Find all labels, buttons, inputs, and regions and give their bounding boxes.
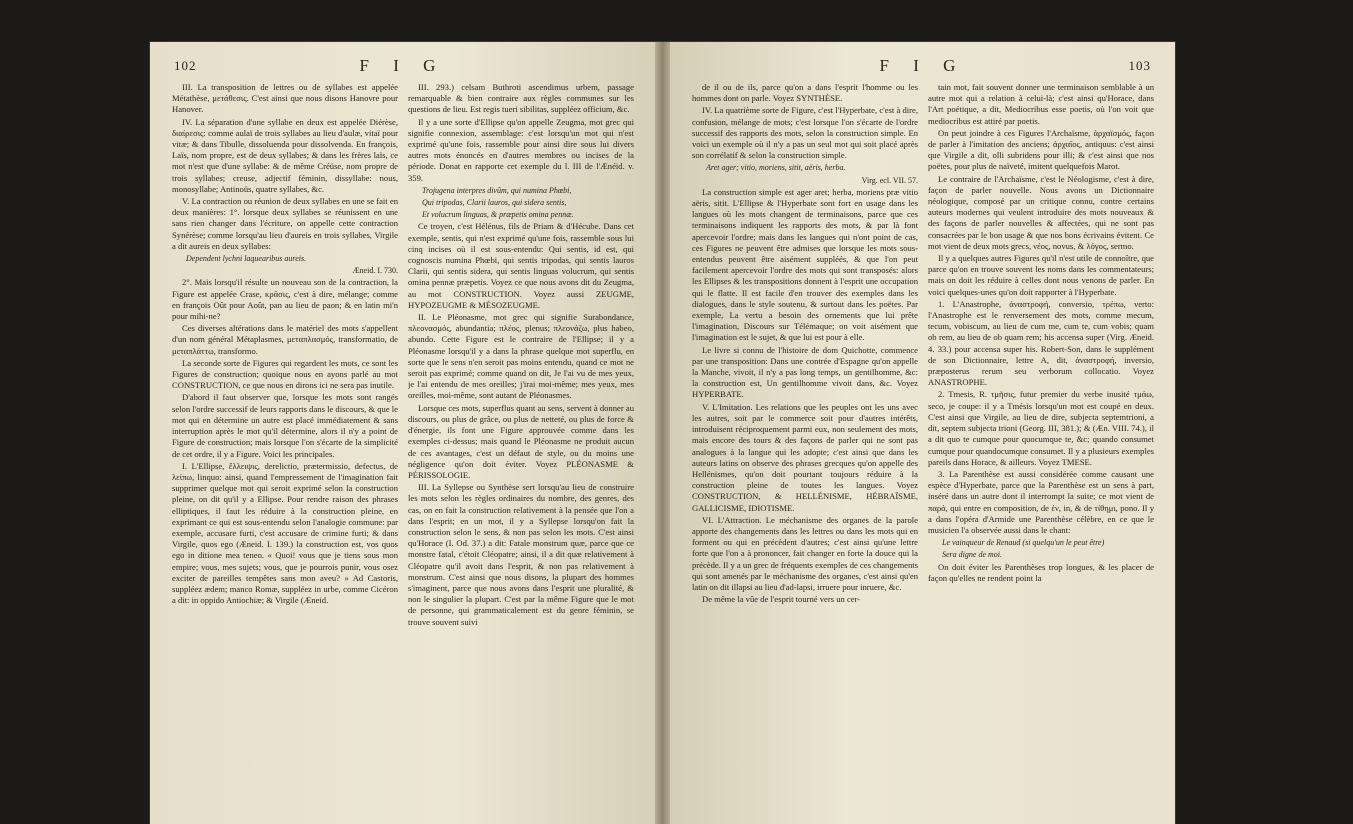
paragraph: Sera digne de moi. bbox=[942, 550, 1002, 560]
paragraph: III. La transposition de lettres ou de syllabes est appelée Métathèse, μετάθεσις. C'est ainsi que nous disons Hanovre pour Hanover. bbox=[172, 82, 398, 115]
right-column-a bbox=[692, 82, 918, 822]
paragraph: Et volucrum linguas, & præpetis omina pennæ. bbox=[422, 210, 574, 220]
paragraph: Ces diverses altérations dans le matériel des mots s'appellent d'un nom général Métaplasmes, μεταπλασμός, transformatio, de μεταπλάττω, transformo. bbox=[172, 323, 398, 356]
paragraph: V. La contraction ou réunion de deux syllabes en une se fait en deux manières: 1°. lorsque deux syllabes se réunissent en une sans rien changer dans l'écriture, on appelle cette contraction Synérèse; comme lorsqu'au lieu d'aureis en trois syllabes, Virgile a dit aureis en deux syllabes: bbox=[172, 196, 398, 251]
left-page-header bbox=[174, 56, 631, 78]
paragraph: Qui tripodas, Clarii lauros, qui sidera sentis, bbox=[422, 198, 567, 208]
paragraph: La construction simple est ager aret; herba, moriens præ vitio aëris, sitit. L'Ellipse & l'Hyperbate sont fort en usage dans les langues où les mots changent de terminaisons, parce que ces terminaisons indiquent les rapports des mots, & par là font apercevoir l'ordre; mais dans les langues qui n'ont point de cas, ces Figures ne peuvent être admises que lorsque les mots sous-entendus peuvent être aisément suppléés, & que l'on peut facilement apercevoir l'ordre des mots qui sont transposés: alors les Ellipses & les transpositions donnent à l'esprit une occupation qui le flatte. Il est facile d'en trouver des exemples dans les dialogues, dans le style soutenu, & surtout dans les poëtes. Par exemple, La vertu a besoin des ornements que lui prête l'imagination, Discours sur Télémaque; on voit aisément que l'imagination est le sujet, & que lui est pour à elle. bbox=[692, 186, 918, 343]
paragraph: 2. Tmesis, R. τμῆσις, futur premier du verbe inusité τμάω, seco, je coupe: il y a Tmésis lorsqu'un mot est coupé en deux. C'est ainsi que Virgile, au lieu de dire, subjecta septemtrioni, a dit, septem subjecta trioni (Georg. III, 381.); & (Æn. VIII. 74.), il a dit quo te cumque pour quocumque te, &c; quando consumet cumque pour quandocumque consumet. Il y a plusieurs exemples pareils dans Horace, & ailleurs. Voyez TMESE. bbox=[928, 389, 1154, 467]
paragraph: IV. La quatrième sorte de Figure, c'est l'Hyperbate, c'est à dire, confusion, mélange de mots; c'est lorsque l'on s'écarte de l'ordre successif des rapports des mots, selon la construction simple. En voici un exemple où il n'y a pas un seul mot qui soit placé après son corrélatif & selon la construction simple. bbox=[692, 105, 918, 161]
paragraph: I. L'Ellipse, ἔλλειψις, derelictio, prætermissio, defectus, de λείπω, linquo: ainsi, quand l'empressement de l'imagination fait supprimer quelque mot qui seroit exprimé selon la construction pleine, on dit qu'il y a Ellipse. Pour rendre raison des phrases elliptiques, il faut les réduire à la construction pleine, en exprimant ce qui est sous-entendu selon l'analogie commune: par exemple, accusare furti, c'est accusare de crimine furti; & dans Virgile, quos ego (Æneid. I. 139.) la construction est, vos quos ego in ditione mea teneo. « Quoi! vous que je tiens sous mon empire; vous, mes sujets; vous, que je pourrois punir, vous osez exciter de pareilles tempêtes sans mon aveu? » Ad Castoris, suppléez ædem; manco Romæ, suppléez in urbe, comme Cicéron a dit: in oppido Antiochiæ; & Virgile (Æneid. bbox=[172, 460, 398, 606]
left-column-a bbox=[172, 82, 398, 822]
paragraph: Le contraire de l'Archaïsme, c'est le Néologisme, c'est à dire, façon de parler nouvelle. Nous avons un Dictionnaire néologique, composé par un critique connu, contre certains auteurs modernes qui veulent introduire des mots nouveaux & des façons de parler nouvelles & affectées, qui ne sont pas consacrées par le bon usage & que nos bons écrivains évitent. Ce mot vient de deux mots grecs, νέος, novus, & λόγος, sermo. bbox=[928, 173, 1154, 251]
paragraph: 3. La Parenthèse est aussi considérée comme causant une espèce d'Hyperbate, parce que la Parenthèse est un sens à part, inséré dans un autre dont il interrompt la suite; ce mot vient de παρά, qui entre en composition, de ἐν, in, & de τίθημι, pono. Il y a dans l'opéra d'Armide une Parenthèse célèbre, en ce que le musicien l'a observée aussi dans le chant: bbox=[928, 468, 1154, 535]
paragraph: Le livre si connu de l'histoire de dom Quichotte, commence par une transposition: Dans une contrée d'Espagne qu'on appelle la Manche, vivoit, il n'y a pas long temps, un gentilhomme, &c: la construction est, Un gentilhomme vivoit dans, &c. Voyez HYPERBATE. bbox=[692, 344, 918, 400]
paragraph: tain mot, fait souvent donner une terminaison semblable à un autre mot qui a relation à celui-là; c'est ainsi qu'Horace, dans l'Art poétique, a dit, Mediocribus esse poetis, où l'on voit que mediocribus est attiré par poetis. bbox=[928, 82, 1154, 126]
paragraph: IV. La séparation d'une syllabe en deux est appelée Diérèse, διαίρεσις: comme aulaï de trois syllabes au lieu d'aulæ, vitaï pour vitæ; & dans Tibulle, dissoluenda pour dissolvenda. En françois, Laïs, nom propre, est de deux syllabes; & dans les frères laïs, ce mot n'est que d'une syllabe: & de même Créüse, nom propre de trois syllabes; creuse, adjectif féminin, dissyllabe: nous, monosyllabe; Antinoüs, quatre syllabes, &c. bbox=[172, 116, 398, 194]
page-number-left: 102 bbox=[174, 58, 197, 73]
paragraph: Aret ager; vitio, moriens, sitit, aëris, herba. bbox=[706, 163, 846, 173]
paragraph: 2°. Mais lorsqu'il résulte un nouveau son de la contraction, la Figure est appelée Crase, κρᾶσις, c'est à dire, mélange; comme en françois Oût pour Août, pan au lieu de paon; & en latin mi'n pour mihi-ne? bbox=[172, 277, 398, 322]
paragraph: Ce troyen, c'est Hélénus, fils de Priam & d'Hécube. Dans cet exemple, sentis, qui n'est exprimé qu'une fois, rassemble sous lui cinq incises où il est sous-entendu: Qui sentis, id est, qui cognoscis numina Phœbi, qui sentis tripodas, qui sentis lauros Clarii, qui sentis sidera, qui sentis linguas volucrum, qui sentis omina pennæ præpetis. Voyez ce que nous avons dit du Zeugma, au mot CONSTRUCTION. Voyez aussi ZEUGME, HYPOZEUGME & MÉSOZEUGME. bbox=[408, 221, 634, 310]
paragraph: Virg. ecl. VII. 57. bbox=[861, 175, 918, 185]
paragraph: VI. L'Attraction. Le méchanisme des organes de la parole apporte des changements dans les lettres ou dans les mots qui en forment ou qui en précèdent d'autres; c'est ainsi qu'une lettre forte que l'on a à prononcer, fait changer en forte la douce qui la précède. Il y a un grec de fréquents exemples de ces changements qui sont amenés par le méchanisme des organes, c'est ainsi qu'en latin on dit illapsi au lieu d'ad-lapsi, irruere pour inruere, &c. bbox=[692, 514, 918, 592]
right-page bbox=[670, 42, 1175, 824]
paragraph: Dependent lychni laquearibus aureis. bbox=[186, 254, 307, 264]
running-title-left: F I G bbox=[359, 56, 446, 75]
paragraph: III. La Syllepse ou Synthèse sert lorsqu'au lieu de construire les mots selon les règles ordinaires du nombre, des genres, des cas, on en fait la construction relativement à la pensée que l'on a dans l'esprit; en un mot, il y a Syllepse lorsqu'on fait la construction selon le sens, & non pas selon les mots. C'est ainsi qu'Horace (I. Od. 37.) a dit: Fatale monstrum quæ, parce que ce monstre fatal, c'étoit Cléopatre; ainsi, il a dit quæ relativement à Cléopatre qu'il avoit dans l'esprit, & non pas relativement à monstrum. C'est ainsi que nous disons, la plupart des hommes s'imaginent, parce que nous avons dans l'esprit une pluralité, & non le singulier la plupart. C'est par la même Figure que le mot de personne, qui grammaticalement est du genre féminin, se trouve souvent suivi bbox=[408, 482, 634, 627]
book-gutter bbox=[655, 42, 670, 824]
running-title-right: F I G bbox=[879, 56, 966, 75]
paragraph: On doit éviter les Parenthèses trop longues, & les placer de façon qu'elles ne rendent point la bbox=[928, 561, 1154, 583]
left-column-b bbox=[408, 82, 634, 822]
paragraph: Æneid. I. 730. bbox=[352, 266, 398, 276]
paragraph: de il ou de ils, parce qu'on a dans l'esprit l'homme ou les hommes dont on parle. Voyez SYNTHÈSE. bbox=[692, 82, 918, 104]
right-page-header bbox=[694, 56, 1151, 78]
paragraph: Il y a quelques autres Figures qu'il n'est utile de connoître, que parce qu'on en trouve souvent les noms dans les commentateurs; mais on doit les réduire à celles dont nous venons de parler. En voici quelques-unes qu'on doit rapporter à l'Hyperbate. bbox=[928, 253, 1154, 297]
paragraph: Il y a une sorte d'Ellipse qu'on appelle Zeugma, mot grec qui signifie connexion, assemblage: c'est lorsqu'un mot qui n'est exprimé qu'une fois, rassemble pour ainsi dire sous lui divers autres mots énoncés en d'autres membres ou incises de la période. Donat en rapporte cet exemple du l. III de l'Ænéid. v. 359. bbox=[408, 116, 634, 183]
paragraph: Trojugena interpres divûm, qui numina Phœbi, bbox=[422, 185, 572, 195]
right-column-b bbox=[928, 82, 1154, 822]
paragraph: Lorsque ces mots, superflus quant au sens, servent à donner au discours, ou plus de grâce, ou plus de netteté, ou plus de force & d'énergie, ils font une Figure approuvée comme dans les exemples ci-dessus; mais quand le Pléonasme ne produit aucun de ces avantages, c'est un défaut de style, ou du moins une négligence qu'on doit éviter. Voyez PLÉONASME & PÉRISSOLOGIE. bbox=[408, 402, 634, 480]
paragraph: V. L'Imitation. Les relations que les peuples ont les uns avec les autres, soit par le commerce soit pour d'autres intérêts, introduisent réciproquement parmi eux, non seulement des mots, mais encore des tours & des façons de parler qui ne sont pas analogues à la langue qui les adopte; c'est ainsi que dans les auteurs latins on observe des phrases grecques qu'on appelle des Hellénismes, qu'on doit pourtant toujours réduire à la construction pleine de toutes les langues. Voyez CONSTRUCTION, & HELLÉNISME, HÉBRAÏSME, GALLICISME, IDIOTISME. bbox=[692, 401, 918, 513]
paragraph: II. Le Pléonasme, mot grec qui signifie Surabondance, πλεονασμός, abundantia; πλέος, plenus; πλεονάζω, plus habeo, abundo. Cette Figure est le contraire de l'Ellipse; il y a Pléonasme lorsqu'il y a dans la phrase quelque mot superflu, en sorte que le sens n'en seroit pas moins entendu, quand ce mot ne seroit pas exprimé; comme quand on dit, Je l'ai vu de mes yeux, je l'ai entendu de mes oreilles; j'irai moi-même; mes yeux, mes oreilles, moi-même, sont autant de Pléonasmes. bbox=[408, 312, 634, 401]
left-page bbox=[150, 42, 655, 824]
paragraph: De même la vûe de l'esprit tourné vers un cer- bbox=[702, 594, 861, 605]
paragraph: Le vainqueur de Renaud (si quelqu'un le peut être) bbox=[942, 538, 1105, 548]
page-number-right: 103 bbox=[1128, 58, 1151, 73]
open-book bbox=[150, 42, 1175, 824]
paragraph: 1. L'Anastrophe, ἀναστροφή, conversio, τρέπω, verto: l'Anastrophe est le renversement des mots, comme mecum, tecum, vobiscum, au lieu de cum me, cum te, cum vobis; quam ob rem, au lieu de ob quam rem; his accensa super (Virg. Æneid. 4. 33.) pour accensa super his. Robert-Son, dans le supplément de son Dictionnaire, lettre A, dit, ἀναστροφή, inversio, præposterus rerum seu verborum collocatio. Voyez ANASTROPHE. bbox=[928, 298, 1154, 388]
paragraph: On peut joindre à ces Figures l'Archaïsme, ἀρχαϊσμός, façon de parler à l'imitation des anciens; ἀρχαῖος, antiquus: c'est ainsi que Virgile a dit, olli subridens pour illi; & c'est ainsi que nos poëtes, pour plus de naïveté, imitent quelquefois Marot. bbox=[928, 127, 1154, 172]
paragraph: La seconde sorte de Figures qui regardent les mots, ce sont les Figures de construction; quoique nous en ayons parlé au mot CONSTRUCTION, ce que nous en dirons ici ne sera pas inutile. bbox=[172, 357, 398, 391]
paragraph: D'abord il faut observer que, lorsque les mots sont rangés selon l'ordre successif de leurs rapports dans le discours, & que le mot qui en détermine un autre est placé immédiatement & sans interruption après le mot qu'il détermine, alors il n'y a point de Figure de construction; mais lorsque l'on s'écarte de la simplicité de cet ordre, il y a Figure. Voici les principales. bbox=[172, 392, 398, 459]
paragraph: III. 293.) celsam Buthroti ascendimus urbem, passage remarquable & bien contraire aux règles communes sur les questions de lieu. Est regis tueri sibilitas, suppléez officium, &c. bbox=[408, 82, 634, 115]
